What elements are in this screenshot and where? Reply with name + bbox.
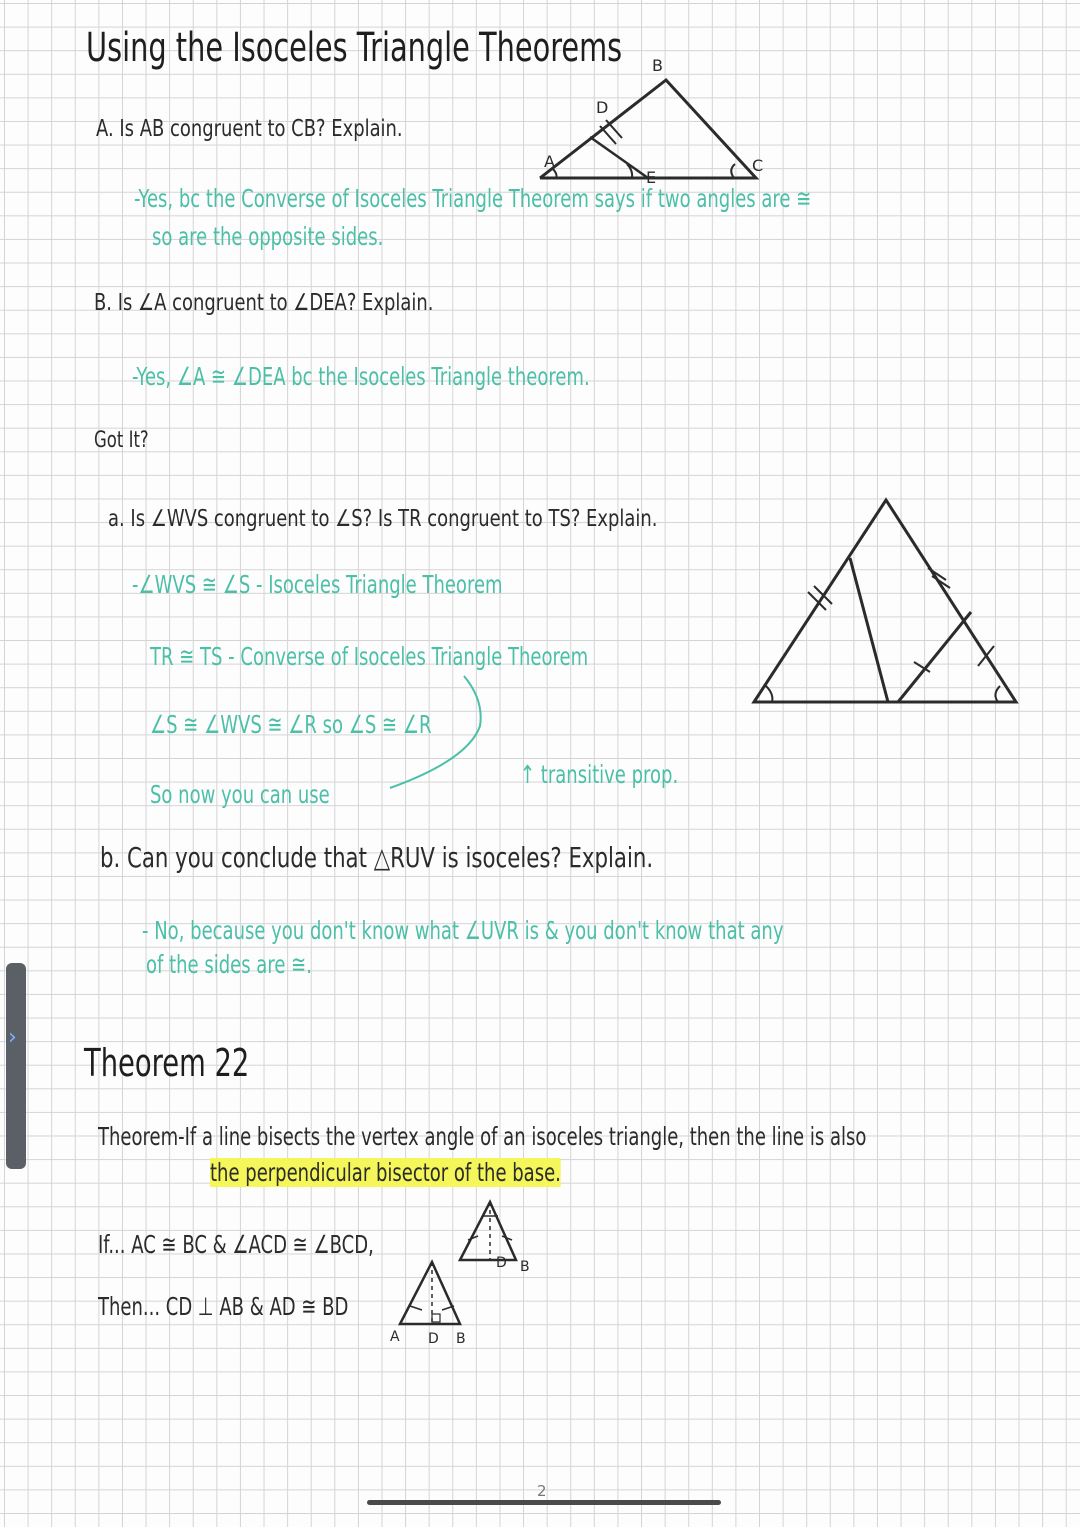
example-a-answer-line1: -Yes, bc the Converse of Isoceles Triangle Theorem says if two angles are ≅	[134, 184, 812, 213]
theorem-statement-part1: If a line bisects the vertex angle of an isoceles triangle, then the line is also	[184, 1122, 867, 1151]
example-a-question: A. Is AB congruent to CB? Explain.	[96, 116, 403, 142]
small-label-d1: D	[496, 1255, 507, 1271]
small-triangle-figure-2	[396, 1256, 476, 1332]
label-d: D	[596, 98, 609, 117]
label-a: A	[544, 152, 555, 171]
example-a-answer-line2: so are the opposite sides.	[152, 222, 384, 251]
got-it-line4: So now you can use	[150, 780, 330, 809]
got-it-line1: -∠WVS ≅ ∠S - Isoceles Triangle Theorem	[132, 570, 503, 599]
transitive-note: ↑ transitive prop.	[520, 760, 679, 789]
example-b-question: B. Is ∠A congruent to ∠DEA? Explain.	[94, 290, 434, 316]
chevron-right-icon: ›	[8, 1025, 17, 1050]
small-label-b2: B	[456, 1331, 466, 1347]
sidebar-toggle-tab[interactable]	[6, 963, 26, 1169]
label-b: B	[652, 56, 663, 75]
transitive-arrow-curve	[380, 670, 520, 800]
page-scroll-indicator[interactable]	[367, 1500, 721, 1505]
page-title: Using the Isoceles Triangle Theorems	[86, 25, 623, 71]
label-e: E	[646, 168, 657, 187]
small-label-d2: D	[428, 1331, 439, 1347]
figure-triangle-rst	[748, 496, 1024, 708]
theorem-22-heading: Theorem 22	[84, 1041, 250, 1085]
label-c: C	[752, 156, 764, 175]
theorem-22-statement-line2	[210, 1160, 561, 1185]
got-it-heading: Got It?	[94, 428, 149, 453]
got-it-line3: ∠S ≅ ∠WVS ≅ ∠R so ∠S ≅ ∠R	[150, 710, 432, 739]
got-it-question-b: b. Can you conclude that △RUV is isoceles? Explain.	[100, 841, 654, 874]
small-label-a2: A	[390, 1329, 400, 1345]
theorem-label: Theorem-	[98, 1122, 185, 1151]
theorem-statement-part2-highlighted: the perpendicular bisector of the base.	[210, 1158, 561, 1187]
theorem-22-statement-line1	[98, 1124, 866, 1149]
got-it-question-a: a. Is ∠WVS congruent to ∠S? Is TR congruent to TS? Explain.	[108, 506, 658, 532]
small-label-b1: B	[520, 1259, 530, 1275]
got-it-line2: TR ≅ TS - Converse of Isoceles Triangle Theorem	[150, 642, 589, 671]
theorem-22-if-line: If... AC ≅ BC & ∠ACD ≅ ∠BCD,	[98, 1230, 374, 1259]
got-it-answer-b-line1: - No, because you don't know what ∠UVR is & you don't know that any	[142, 916, 784, 945]
example-b-answer: -Yes, ∠A ≅ ∠DEA bc the Isoceles Triangle theorem.	[132, 362, 590, 391]
theorem-22-then-line: Then... CD ⊥ AB & AD ≅ BD	[98, 1292, 349, 1321]
page-number: 2	[537, 1482, 547, 1500]
got-it-answer-b-line2: of the sides are ≅.	[146, 950, 312, 979]
